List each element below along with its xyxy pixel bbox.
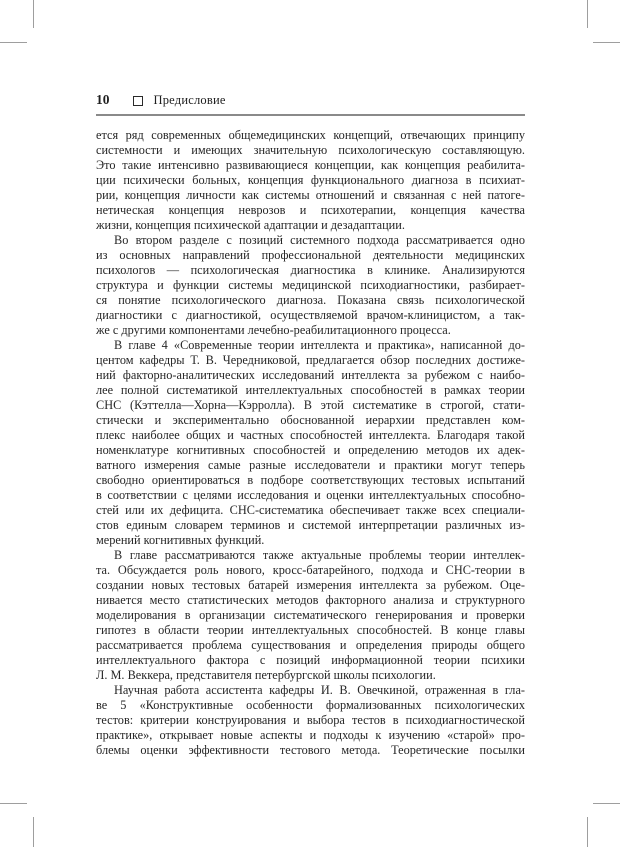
crop-mark-top-left-vertical <box>33 0 34 28</box>
text-line: Научная работа ассистента кафедры И. В. Овечкиной, отраженная в гла- <box>114 683 525 697</box>
crop-mark-top-right-horizontal <box>593 42 620 43</box>
text-line: Это такие интенсивно развивающиеся концепции, как концепция реабилита- <box>96 158 525 172</box>
text-line: нивается место статистических методов факторного анализа и структурного <box>96 593 525 607</box>
text-line: диагностики с диагностикой, осуществляемой врачом-клиницистом, а так- <box>96 308 525 322</box>
text-line: гипотез в области теории интеллектуальных способностей. В конце главы <box>96 623 525 637</box>
header-rule <box>96 114 525 116</box>
text-line: моделирования в организации систематического генерирования и проверки <box>96 608 525 622</box>
text-line: стически и экспериментально обоснованной иерархии представлен ком- <box>96 413 525 427</box>
text-line: номенклатуре когнитивных способностей и определению методов их адек- <box>96 443 525 457</box>
open-square-icon <box>133 96 143 106</box>
text-line: тестов: критерии конструирования и выбора тестов в психодиагностической <box>96 713 525 727</box>
text-line: рассматривается проблема существования и определения природы общего <box>96 638 525 652</box>
crop-mark-bottom-right-horizontal <box>593 803 620 804</box>
crop-mark-bottom-left-horizontal <box>0 803 27 804</box>
running-header <box>96 93 525 107</box>
text-line: свободно ориентироваться в подборе соответствующих тестовых испытаний <box>96 473 525 487</box>
text-line: ний факторно-аналитических исследований интеллекта за рубежом с наибо- <box>96 368 525 382</box>
crop-mark-top-left-horizontal <box>0 42 27 43</box>
text-line: лее полной систематикой интеллектуальных способностей в рамках теории <box>96 383 525 397</box>
paragraph <box>96 683 525 758</box>
page-number: 10 <box>96 92 110 107</box>
crop-mark-bottom-right-vertical <box>587 817 588 847</box>
text-line: ется ряд современных общемедицинских концепций, отвечающих принципу <box>96 128 525 142</box>
text-line: блемы оценки эффективности тестового метода. Теоретические посылки <box>96 743 525 757</box>
text-line: мерений когнитивных функций. <box>96 533 265 547</box>
text-line: структура и функции системы медицинской психодиагностики, разбирает- <box>96 278 525 292</box>
running-title: Предисловие <box>153 93 226 107</box>
text-line: Л. М. Веккера, представителя петербургской школы психологии. <box>96 668 436 682</box>
text-line: Во втором разделе с позиций системного подхода рассматривается одно <box>114 233 525 247</box>
paragraph <box>96 233 525 338</box>
text-line: из основных направлений профессиональной деятельности медицинских <box>96 248 525 262</box>
text-line: ции психически больных, концепция функционального диагноза в психиат- <box>96 173 525 187</box>
paragraph <box>96 548 525 683</box>
text-line: центом кафедры Т. В. Чередниковой, предлагается обзор последних достиже- <box>96 353 525 367</box>
text-line: системности и имеющих значительную психологическую составляющую. <box>96 143 525 157</box>
text-line: психологов — психологическая диагностика в клинике. Анализируются <box>96 263 525 277</box>
text-line: же с другими компонентами лечебно-реабилитационного процесса. <box>96 323 451 337</box>
text-line: стов единым словарем терминов и системой интерпретации различных из- <box>96 518 525 532</box>
text-line: рии, концепция личности как системы отношений и связанная с ней патоге- <box>96 188 525 202</box>
text-line: жизни, концепция психической адаптации и дезадаптации. <box>96 218 405 232</box>
text-line: та. Обсуждается роль нового, кросс-батарейного, подхода и СНС-теории в <box>96 563 525 577</box>
text-line: интеллектуального фактора с позиций информационной теории психики <box>96 653 525 667</box>
text-line: ве 5 «Конструктивные особенности формализованных психологических <box>96 698 525 712</box>
text-line: плекс наиболее общих и частных способностей интеллекта. Благодаря такой <box>96 428 525 442</box>
crop-mark-bottom-left-vertical <box>33 817 34 847</box>
text-line: нетическая концепция неврозов и психотерапии, концепция качества <box>96 203 525 217</box>
text-line: СНС (Кэттелла—Хорна—Кэрролла). В этой систематике в строгой, стати- <box>96 398 525 412</box>
text-line: В главе рассматриваются также актуальные проблемы теории интеллек- <box>114 548 525 562</box>
text-line: стей или их дефицита. СНС-систематика обеспечивает также всех специали- <box>96 503 525 517</box>
text-line: в соответствии с целями исследования и оценки интеллектуальных способно- <box>96 488 525 502</box>
text-line: создании новых тестовых батарей измерения интеллекта за рубежом. Оце- <box>96 578 525 592</box>
paragraph <box>96 128 525 233</box>
text-line: практике», открывает новые аспекты и подходы к изучению «старой» про- <box>96 728 525 742</box>
text-line: В главе 4 «Современные теории интеллекта и практика», написанной до- <box>114 338 525 352</box>
paragraph <box>96 338 525 548</box>
text-line: ся понятие психологического диагноза. Показана связь психологической <box>96 293 525 307</box>
crop-mark-top-right-vertical <box>587 0 588 28</box>
text-line: ватного измерения самые разные исследователи и практики могут теперь <box>96 458 525 472</box>
preface-body-text <box>96 128 525 758</box>
